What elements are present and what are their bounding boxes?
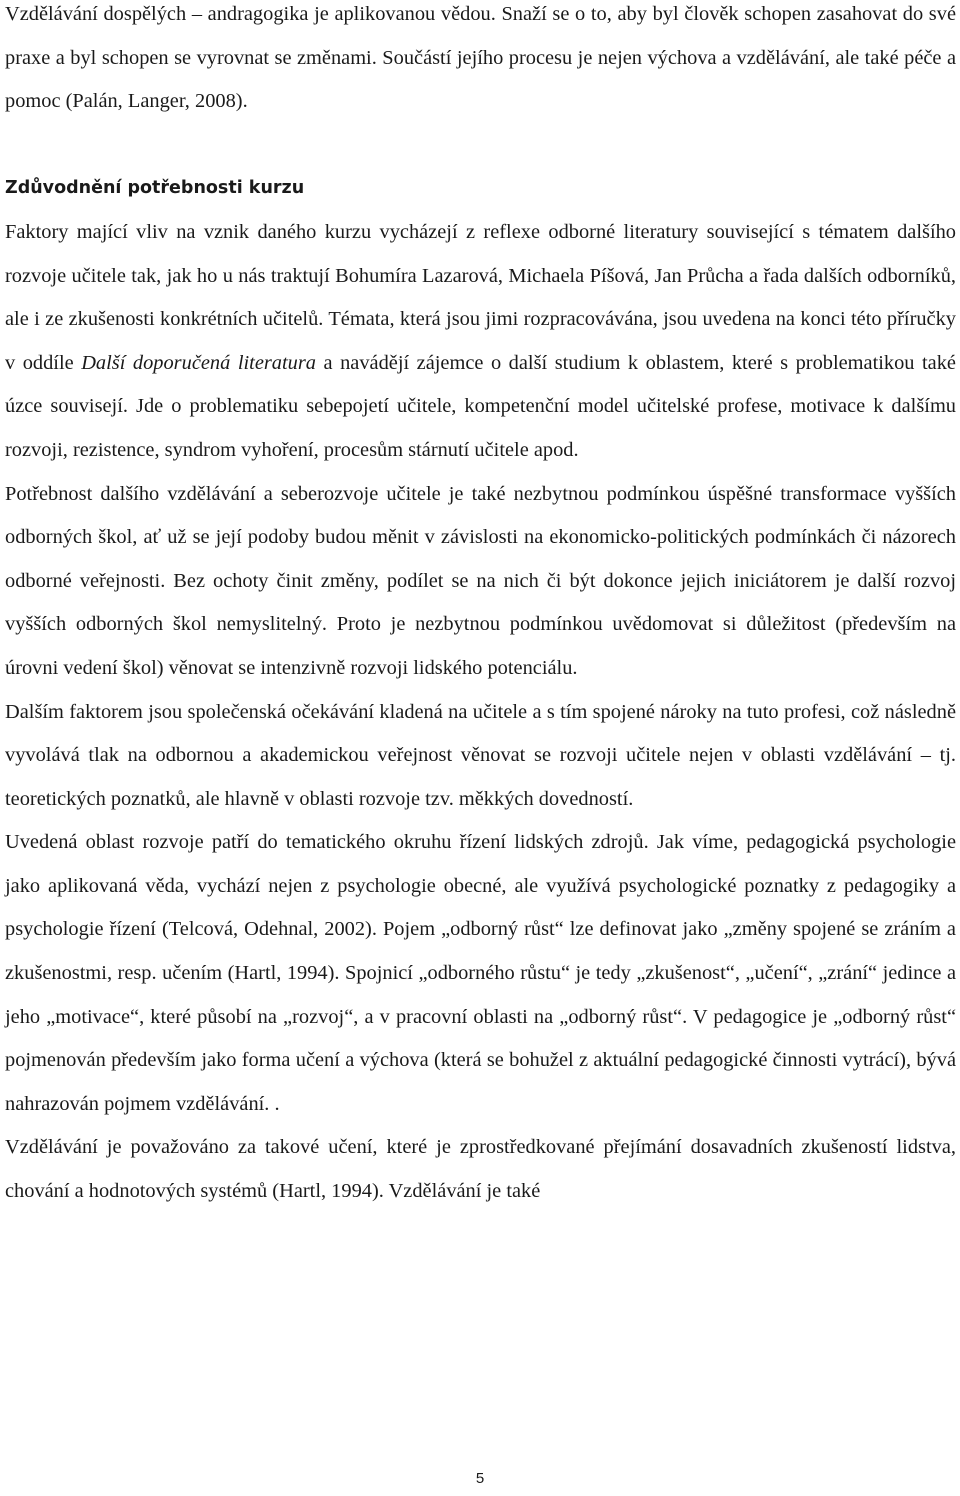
page-number: 5	[475, 1470, 485, 1487]
section-heading: Zdůvodnění potřebnosti kurzu	[5, 178, 305, 199]
paragraph-education: Vzdělávání je považováno za takové učení, které je zprostředkované přejímání dosavadních zkušeností lidstva, chování a hodnotových systémů (Hartl, 1994). Vzdělávání je také	[5, 1136, 956, 1203]
paragraph-andragogy: Vzdělávání dospělých – andragogika je aplikovanou vědou. Snaží se o to, aby byl člověk schopen zasahovat do své praxe a byl schopen se vyrovnat se změnami. Součástí jejího procesu je nejen výchova a vzdělávání, ale také péče a pomoc (Palán, Langer, 2008).	[5, 3, 956, 113]
further-reading-reference: Další doporučená literatura	[81, 351, 316, 374]
paragraph-expectations: Dalším faktorem jsou společenská očekávání kladená na učitele a s tím spojené nároky na tuto profesi, což následně vyvolává tlak na odbornou a akademickou veřejnost věnovat se rozvoji učitele nejen v oblasti vzdělávání – tj. teoretických poznatků, ale hlavně v oblasti rozvoje tzv. měkkých dovedností.	[5, 700, 956, 810]
paragraph-need: Potřebnost dalšího vzdělávání a seberozvoje učitele je také nezbytnou podmínkou úspěšné transformace vyšších odborných škol, ať už se její podoby budou měnit v závislosti na ekonomicko-politických podmínkách či názorech odborné veřejnosti. Bez ochoty činit změny, podílet se na nich či být dokonce jejich iniciátorem je další rozvoj vyšších odborných škol nemyslitelný. Proto je nezbytnou podmínkou uvědomovat si důležitost (především na úrovni vedení škol) věnovat se intenzivně rozvoji lidského potenciálu.	[5, 482, 956, 679]
paragraph-factors-part2: a navádějí zájemce o další studium k oblastem, které s problematikou také úzce souvisejí. Jde o problematiku sebepojetí učitele, kompetenční model učitelské profese, motivace k dalšímu rozvoji, rezistence, syndrom vyhoření, procesům stárnutí učitele apod.	[5, 351, 956, 461]
paragraph-professional-growth: Uvedená oblast rozvoje patří do tematického okruhu řízení lidských zdrojů. Jak víme, pedagogická psychologie jako aplikovaná věda, vychází nejen z psychologie obecné, ale využívá psychologické poznatky z pedagogiky a psychologie řízení (Telcová, Odehnal, 2002). Pojem „odborný růst“ lze definovat jako „změny spojené se zráním a zkušenostmi, resp. učením (Hartl, 1994). Spojnicí „odborného růstu“ je tedy „zkušenost“, „učení“, „zrání“ jedince a jeho „motivace“, které působí na „rozvoj“, a v pracovní oblasti na „odborný růst“. V pedagogice je „odborný růst“ pojmenován především jako forma učení a výchova (která se bohužel z aktuální pedagogické činnosti vytrácí), bývá nahrazován pojmem vzdělávání. .	[5, 831, 956, 1115]
paragraph-factors	[5, 211, 956, 473]
paragraph-factors-part1: Faktory mající vliv na vznik daného kurzu vycházejí z reflexe odborné literatury související s tématem dalšího rozvoje učitele tak, jak ho u nás traktují Bohumíra Lazarová, Michaela Píšová, Jan Průcha a řada dalších odborníků, ale i ze zkušenosti konkrétních učitelů. Témata, která jsou jimi rozpracovávána, jsou uvedena na konci této příručky v oddíle	[5, 220, 956, 374]
body-text	[5, 0, 956, 1214]
